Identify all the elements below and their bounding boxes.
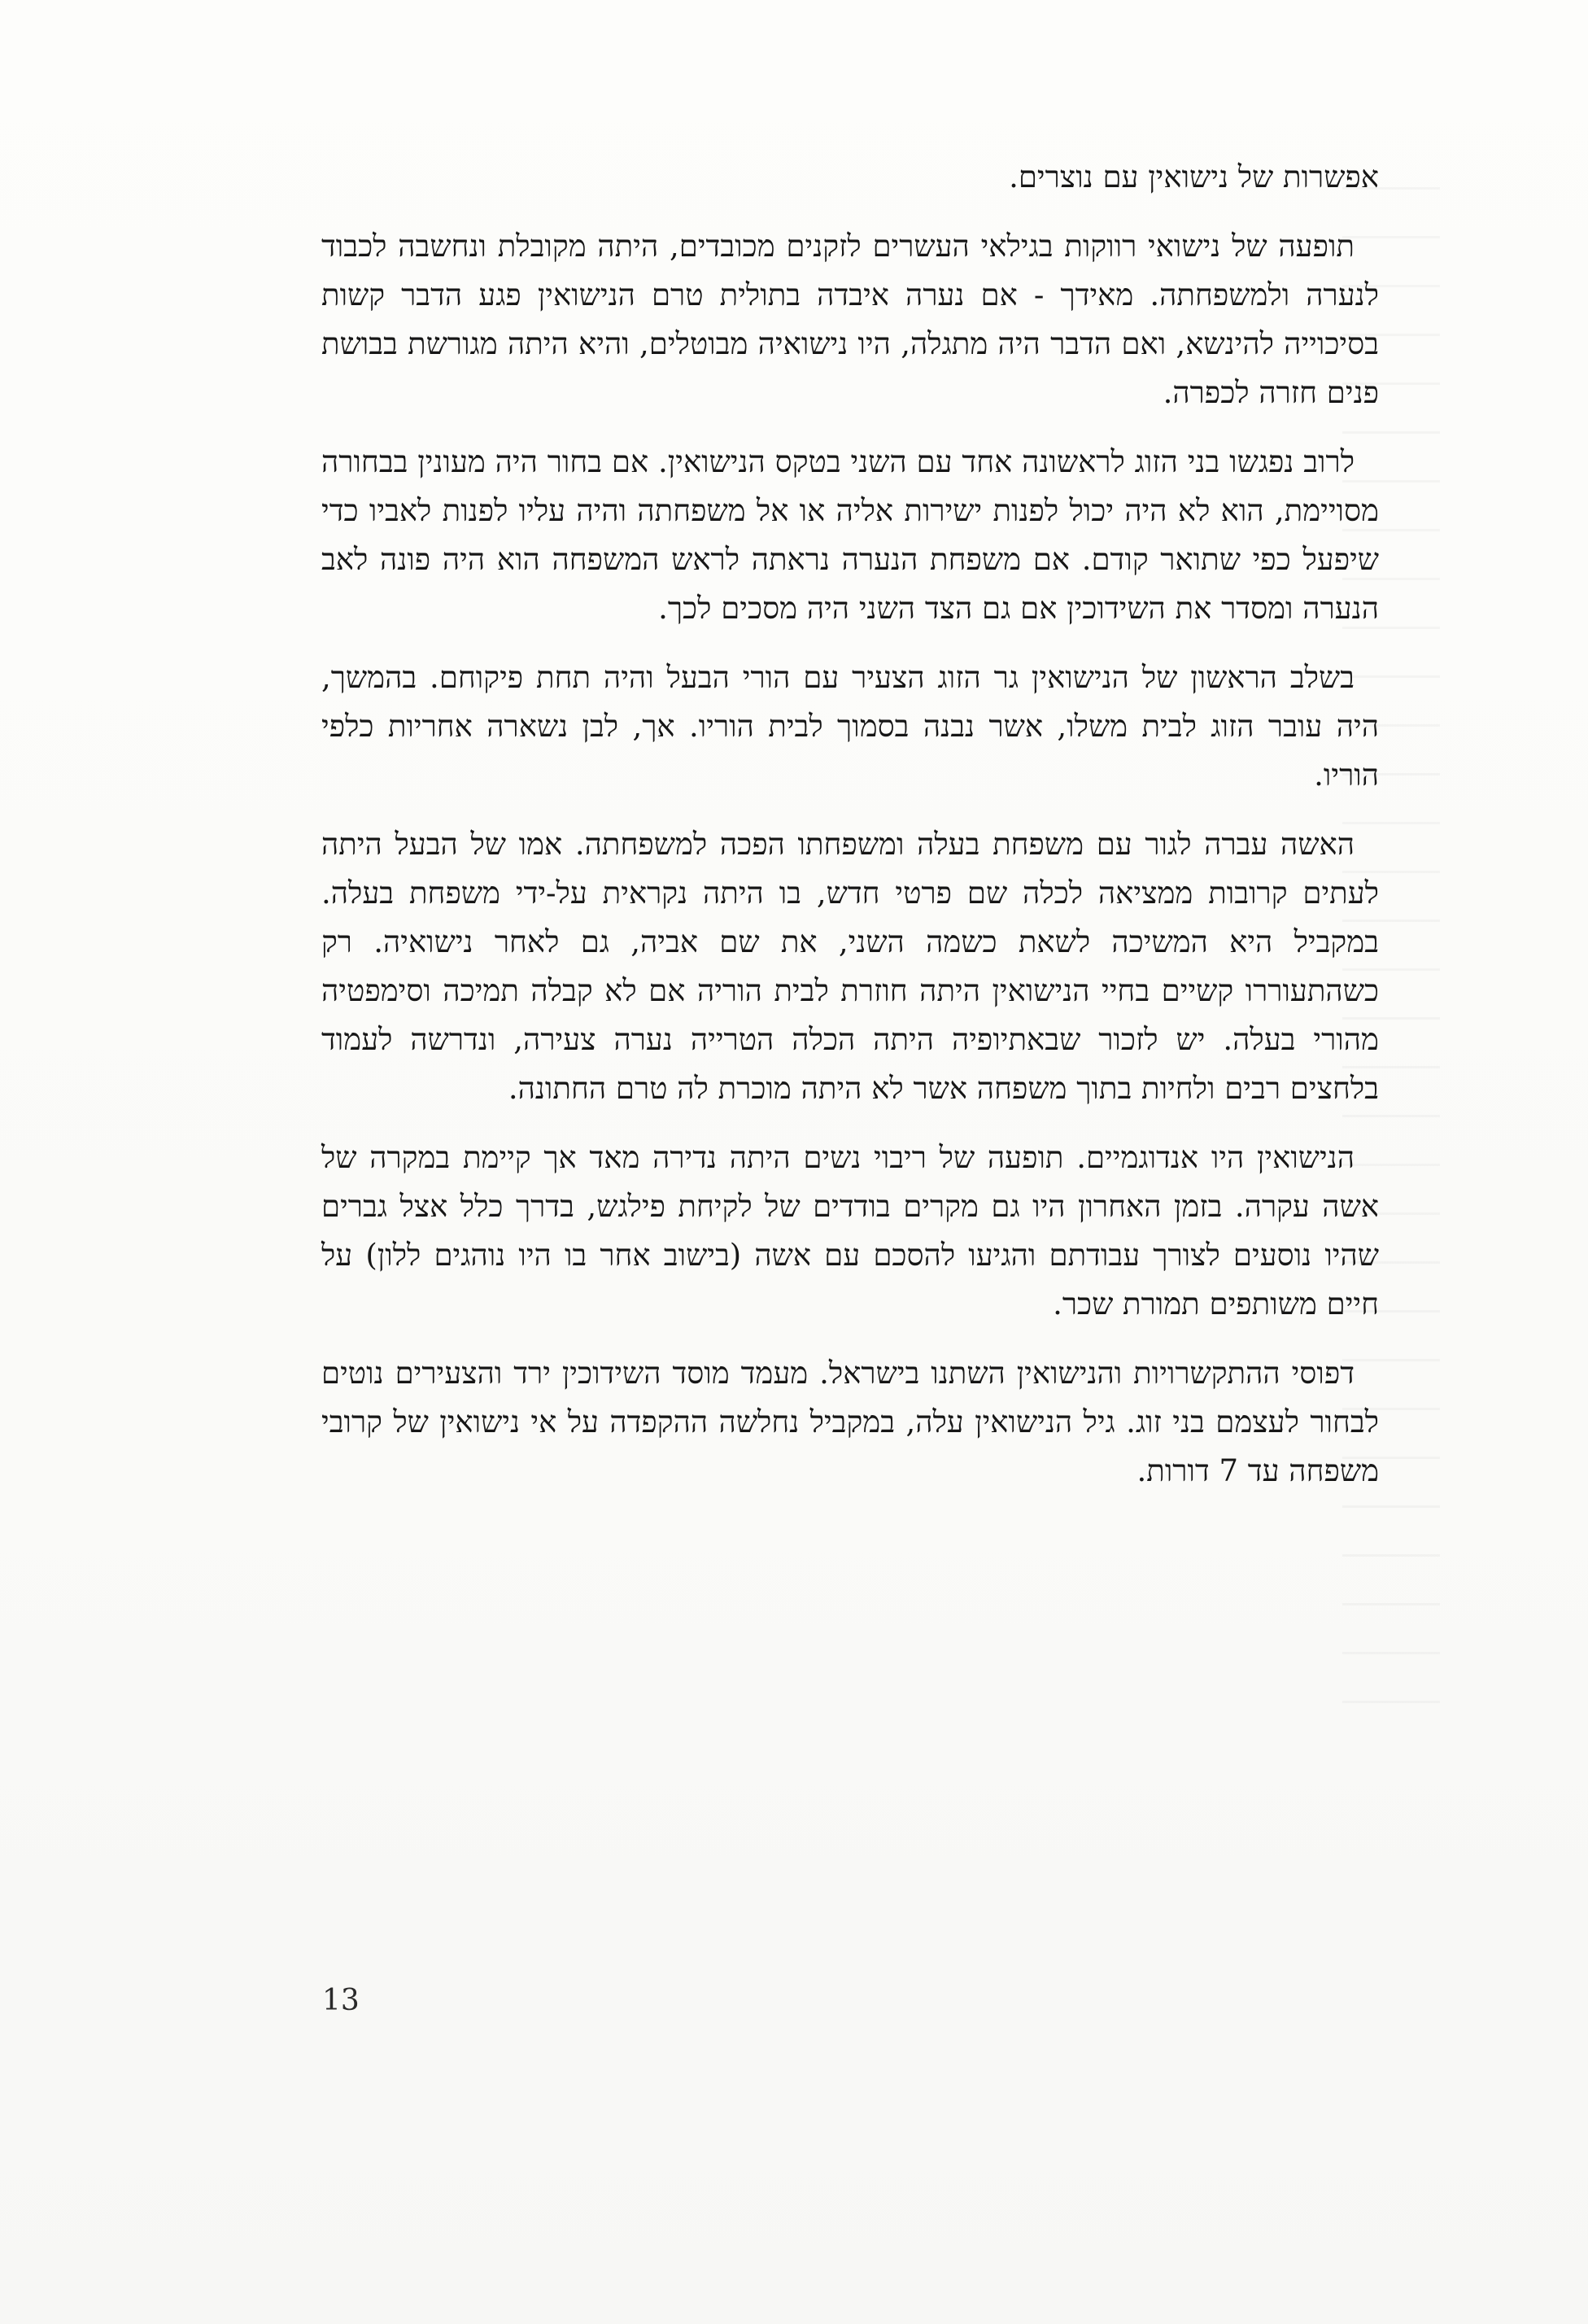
paragraph-3: לרוב נפגשו בני הזוג לראשונה אחד עם השני בטקס הנישואין. אם בחור היה מעונין בבחורה מסויימת, הוא לא היה יכול לפנות ישירות אליה או אל משפחתה והיה עליו לפנות לאביו כדי שיפעל כפי שתואר קודם. אם משפחת הנערה נראתה לראש המשפחה הוא היה פונה לאב הנערה ומסדר את השידוכין אם גם הצד השני היה מסכים לכך. <box>321 444 1379 626</box>
paragraph-4: בשלב הראשון של הנישואין גר הזוג הצעיר עם הורי הבעל והיה תחת פיקוחם. בהמשך, היה עובר הזוג לבית משלו, אשר נבנה בסמוך לבית הוריו. אך, לבן נשארה אחריות כלפי הוריו. <box>321 660 1379 793</box>
paragraph-6: הנישואין היו אנדוגמיים. תופעה של ריבוי נשים היתה נדירה מאד אך קיימת במקרה של אשה עקרה. בזמן האחרון היו גם מקרים בודדים של לקיחת פילגש, בדרך כלל אצל גברים שהיו נוסעים לצורך עבודתם והגיעו להסכם עם אשה (בישוב אחר בו היו נוהגים ללון) על חיים משותפים תמורת שכר. <box>321 1140 1379 1321</box>
paragraph-2: תופעה של נישואי רווקות בגילאי העשרים לזקנים מכובדים, היתה מקובלת ונחשבה לכבוד לנערה ולמשפחתה. מאידך - אם נערה איבדה בתולית טרם הנישואין פגע הדבר קשות בסיכוייה להינשא, ואם הדבר היה מתגלה, היו נישואיה מבוטלים, והיא היתה מגורשת בבושת פנים חזרה לכפרה. <box>321 229 1379 410</box>
paragraph-5: האשה עברה לגור עם משפחת בעלה ומשפחתו הפכה למשפחתה. אמו של הבעל היתה לעתים קרובות ממציאה לכלה שם פרטי חדש, בו היתה נקראית על-ידי משפחת בעלה. במקביל היא המשיכה לשאת כשמה השני, את שם אביה, גם לאחר נישואיה. רק כשהתעוררו קשיים בחיי הנישואין היתה חוזרת לבית הוריה אם לא קבלה תמיכה וסימפטיה מהורי בעלה. יש לזכור שבאתיופיה היתה הכלה הטרייה נערה צעירה, ונדרשה לעמוד בלחצים רבים ולחיות בתוך משפחה אשר לא היתה מוכרת לה טרם החתונה. <box>321 827 1379 1106</box>
body-text <box>321 153 1379 1516</box>
page-number: 13 <box>322 1984 360 2017</box>
paragraph-1: אפשרות של נישואין עם נוצרים. <box>1009 159 1379 194</box>
paragraph-7: דפוסי ההתקשרויות והנישואין השתנו בישראל. מעמד מוסד השידוכין ירד והצעירים נוטים לבחור לעצמם בני זוג. גיל הנישואין עלה, במקביל נחלשה ההקפדה על אי נישואין של קרובי משפחה עד 7 דורות. <box>321 1356 1379 1488</box>
